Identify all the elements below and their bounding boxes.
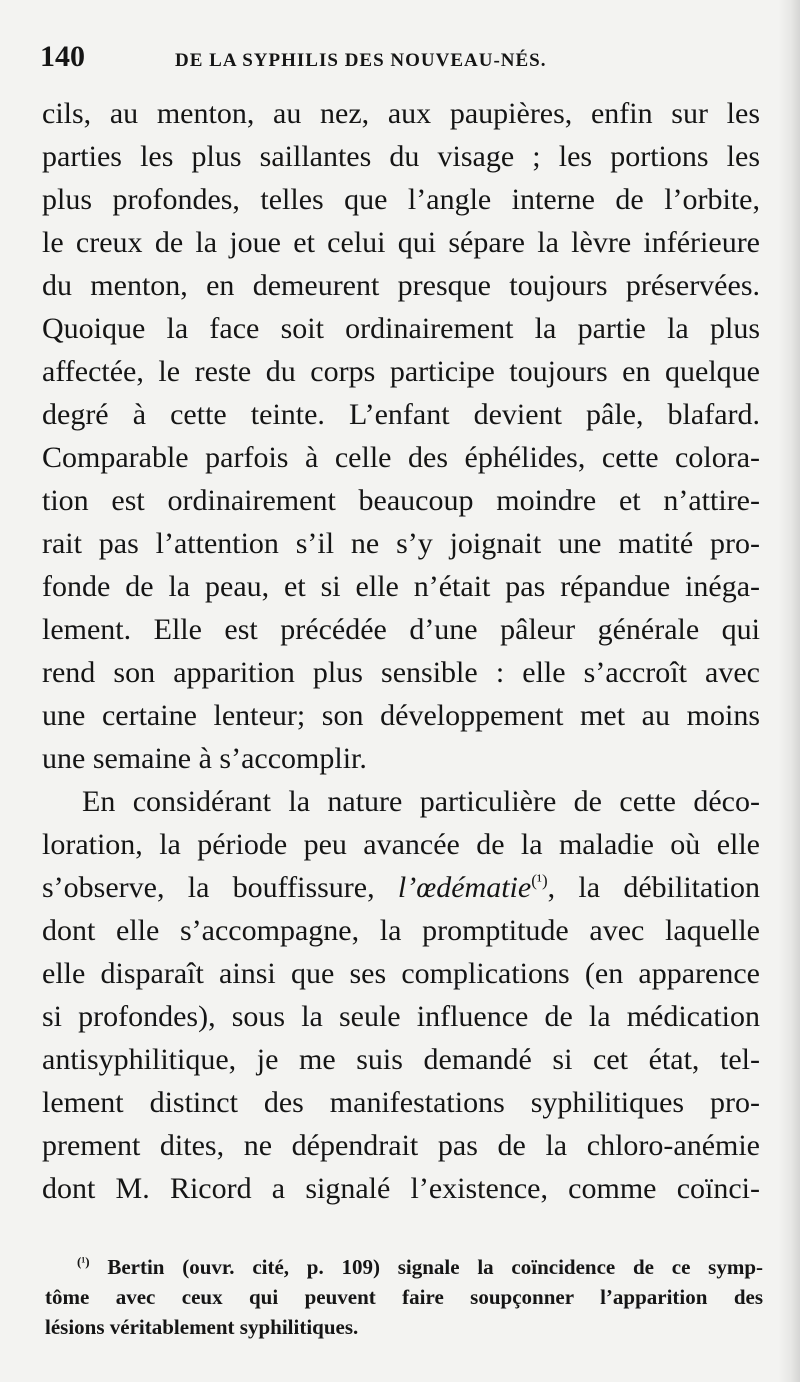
page-number: 140 xyxy=(40,40,85,73)
text-line: lement distinct des manifestations syphilitiques pro- xyxy=(42,1086,760,1119)
text-line: dont M. Ricord a signalé l’existence, comme coïnci- xyxy=(42,1172,760,1205)
text-line: degré à cette teinte. L’enfant devient pâle, blafard. xyxy=(42,398,760,431)
italic-term: l’œdématie xyxy=(397,871,532,904)
text-line: plus profondes, telles que l’angle interne de l’orbite, xyxy=(42,183,760,216)
text-line: une semaine à s’accomplir. xyxy=(42,742,367,775)
footnote-text: Bertin (ouvr. cité, p. 109) signale la coïncidence de ce symp- xyxy=(107,1255,764,1279)
page-edge-shadow xyxy=(778,0,800,1382)
text-line: antisyphilitique, je me suis demandé si cet état, tel- xyxy=(42,1043,760,1076)
footnote-line: tôme avec ceux qui peuvent faire soupçonner l’apparition des xyxy=(45,1285,763,1309)
text-line: tion est ordinairement beaucoup moindre et n’attire- xyxy=(42,484,760,517)
text-segment: s’observe, la bouffissure, xyxy=(42,871,398,904)
footnote-line: lésions véritablement syphilitiques. xyxy=(45,1315,359,1339)
paragraph-first-line: En considérant la nature particulière de cette déco- xyxy=(82,785,760,818)
footnote-reference: (¹) xyxy=(531,871,548,890)
running-title: DE LA SYPHILIS DES NOUVEAU-NÉS. xyxy=(175,50,547,71)
text-segment: , la débilitation xyxy=(547,871,761,904)
text-line: loration, la période peu avancée de la maladie où elle xyxy=(42,828,760,861)
body-text xyxy=(42,92,760,1210)
text-line: le creux de la joue et celui qui sépare la lèvre inférieure xyxy=(42,226,760,259)
text-line: dont elle s’accompagne, la promptitude avec laquelle xyxy=(42,914,760,947)
running-head xyxy=(40,40,760,80)
text-line: rait pas l’attention s’il ne s’y joignait une matité pro- xyxy=(42,527,760,560)
text-line: cils, au menton, au nez, aux paupières, enfin sur les xyxy=(42,97,760,130)
footnote-marker: (¹) xyxy=(77,1254,90,1269)
text-line: parties les plus saillantes du visage ; les portions les xyxy=(42,140,760,173)
text-line: fonde de la peau, et si elle n’était pas répandue inéga- xyxy=(42,570,760,603)
text-line: prement dites, ne dépendrait pas de la chloro-anémie xyxy=(42,1129,760,1162)
text-line: si profondes), sous la seule influence de la médication xyxy=(42,1000,760,1033)
text-line: Comparable parfois à celle des éphélides, cette colora- xyxy=(42,441,760,474)
text-line: du menton, en demeurent presque toujours préservées. xyxy=(42,269,760,302)
text-line-with-note xyxy=(42,866,760,909)
text-line: une certaine lenteur; son développement met au moins xyxy=(42,699,760,732)
footnote xyxy=(45,1252,763,1342)
text-line: lement. Elle est précédée d’une pâleur générale qui xyxy=(42,613,760,646)
text-line: affectée, le reste du corps participe toujours en quelque xyxy=(42,355,760,388)
text-line: elle disparaît ainsi que ses complications (en apparence xyxy=(42,957,760,990)
text-line: rend son apparition plus sensible : elle s’accroît avec xyxy=(42,656,760,689)
text-line: Quoique la face soit ordinairement la partie la plus xyxy=(42,312,760,345)
footnote-line xyxy=(45,1252,763,1282)
